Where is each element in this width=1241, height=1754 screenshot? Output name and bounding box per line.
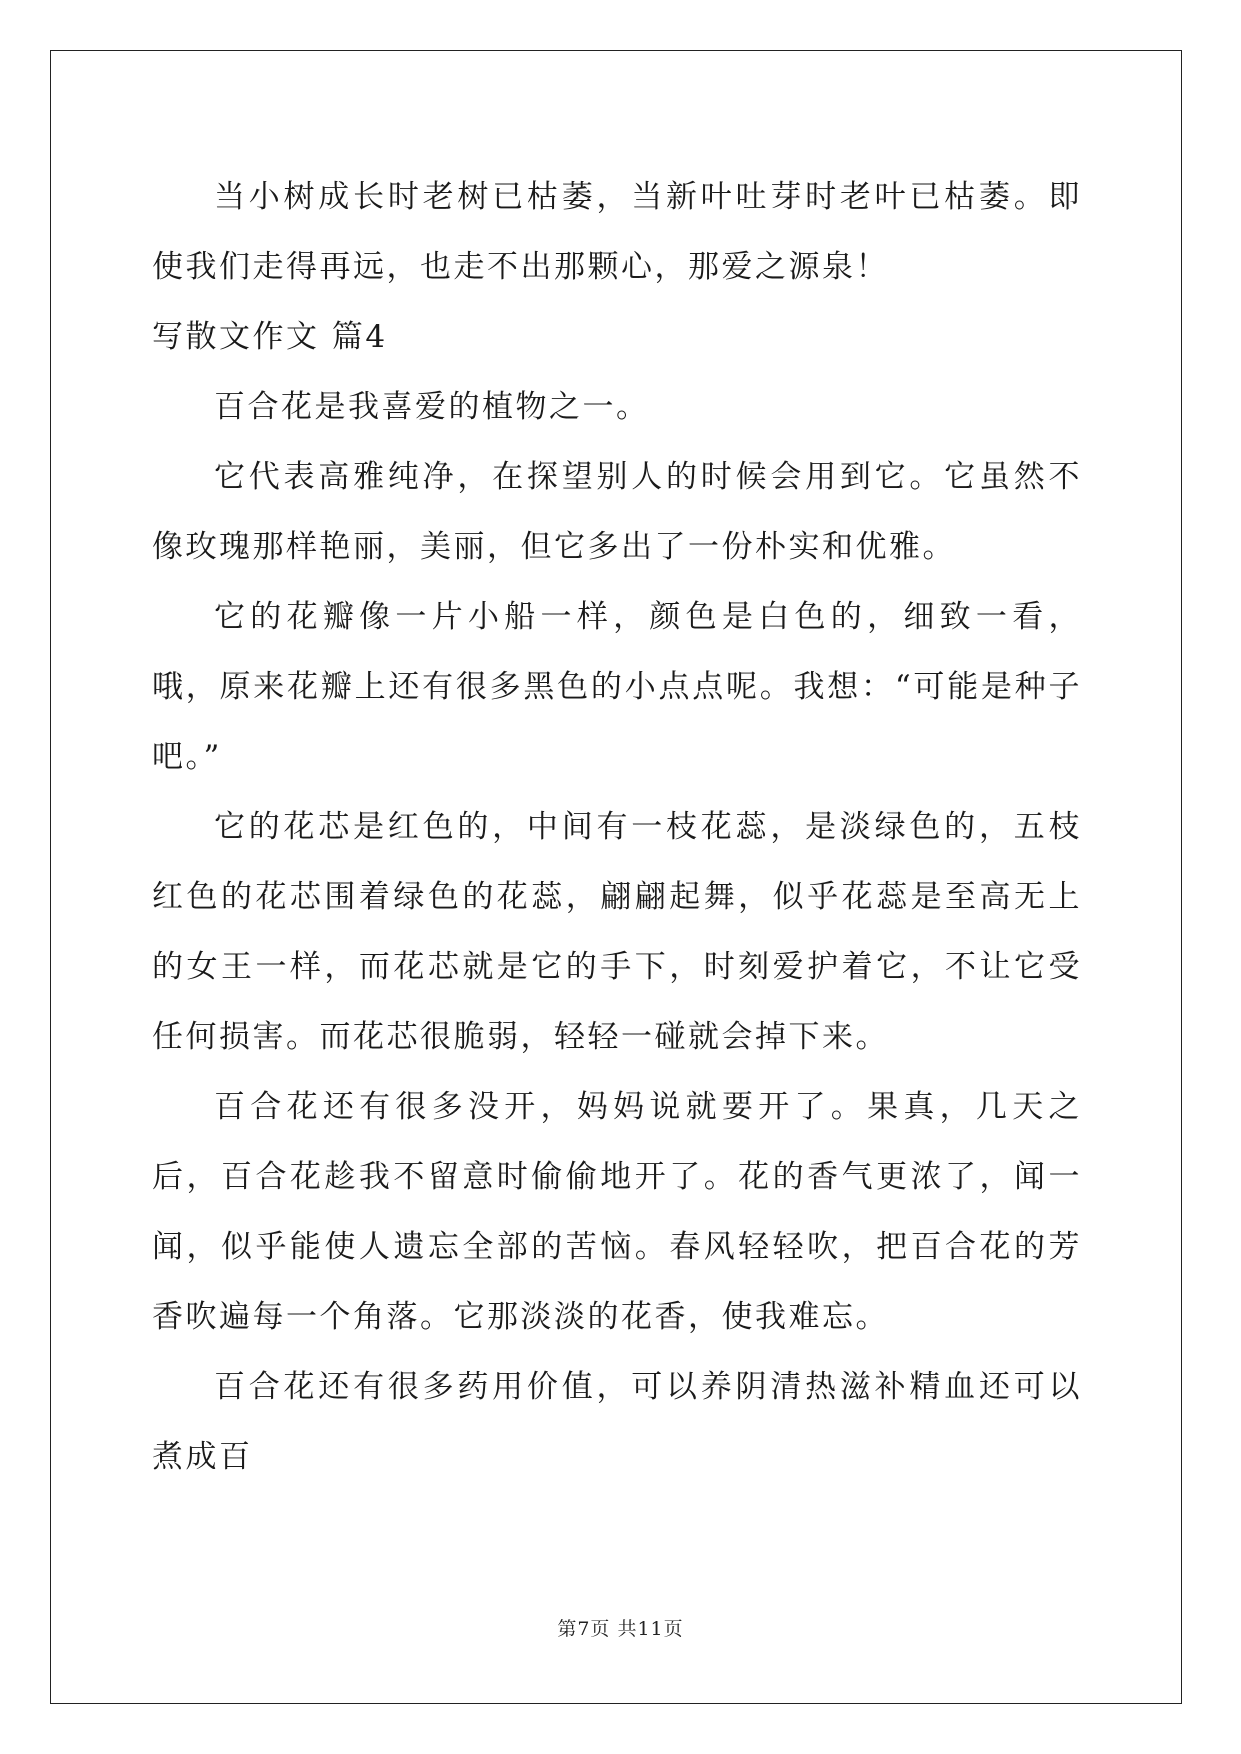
paragraph: 它的花瓣像一片小船一样，颜色是白色的，细致一看，哦，原来花瓣上还有很多黑色的小点点呢。我想：“可能是种子吧。”: [152, 599, 1082, 775]
paragraph: 当小树成长时老树已枯萎，当新叶吐芽时老叶已枯萎。即使我们走得再远，也走不出那颗心，那爱之源泉！: [152, 179, 1082, 285]
paragraph: 百合花还有很多药用价值，可以养阴清热滋补精血还可以煮成百: [152, 1369, 1082, 1475]
paragraph: 百合花是我喜爱的植物之一。: [214, 389, 650, 425]
paragraph: 百合花还有很多没开，妈妈说就要开了。果真，几天之后，百合花趁我不留意时偷偷地开了。花的香气更浓了，闻一闻，似乎能使人遗忘全部的苦恼。春风轻轻吹，把百合花的芳香吹遍每一个角落。它那淡淡的花香，使我难忘。: [152, 1089, 1082, 1335]
paragraph: 它代表高雅纯净，在探望别人的时候会用到它。它虽然不像玫瑰那样艳丽，美丽，但它多出了一份朴实和优雅。: [152, 459, 1082, 565]
paragraph: 它的花芯是红色的，中间有一枝花蕊，是淡绿色的，五枝红色的花芯围着绿色的花蕊，翩翩起舞，似乎花蕊是至高无上的女王一样，而花芯就是它的手下，时刻爱护着它，不让它受任何损害。而花芯很脆弱，轻轻一碰就会掉下来。: [152, 809, 1082, 1055]
page-number-footer: 第7页 共11页: [557, 1618, 684, 1640]
section-heading: 写散文作文 篇4: [152, 319, 388, 355]
document-body: [152, 162, 1082, 1492]
